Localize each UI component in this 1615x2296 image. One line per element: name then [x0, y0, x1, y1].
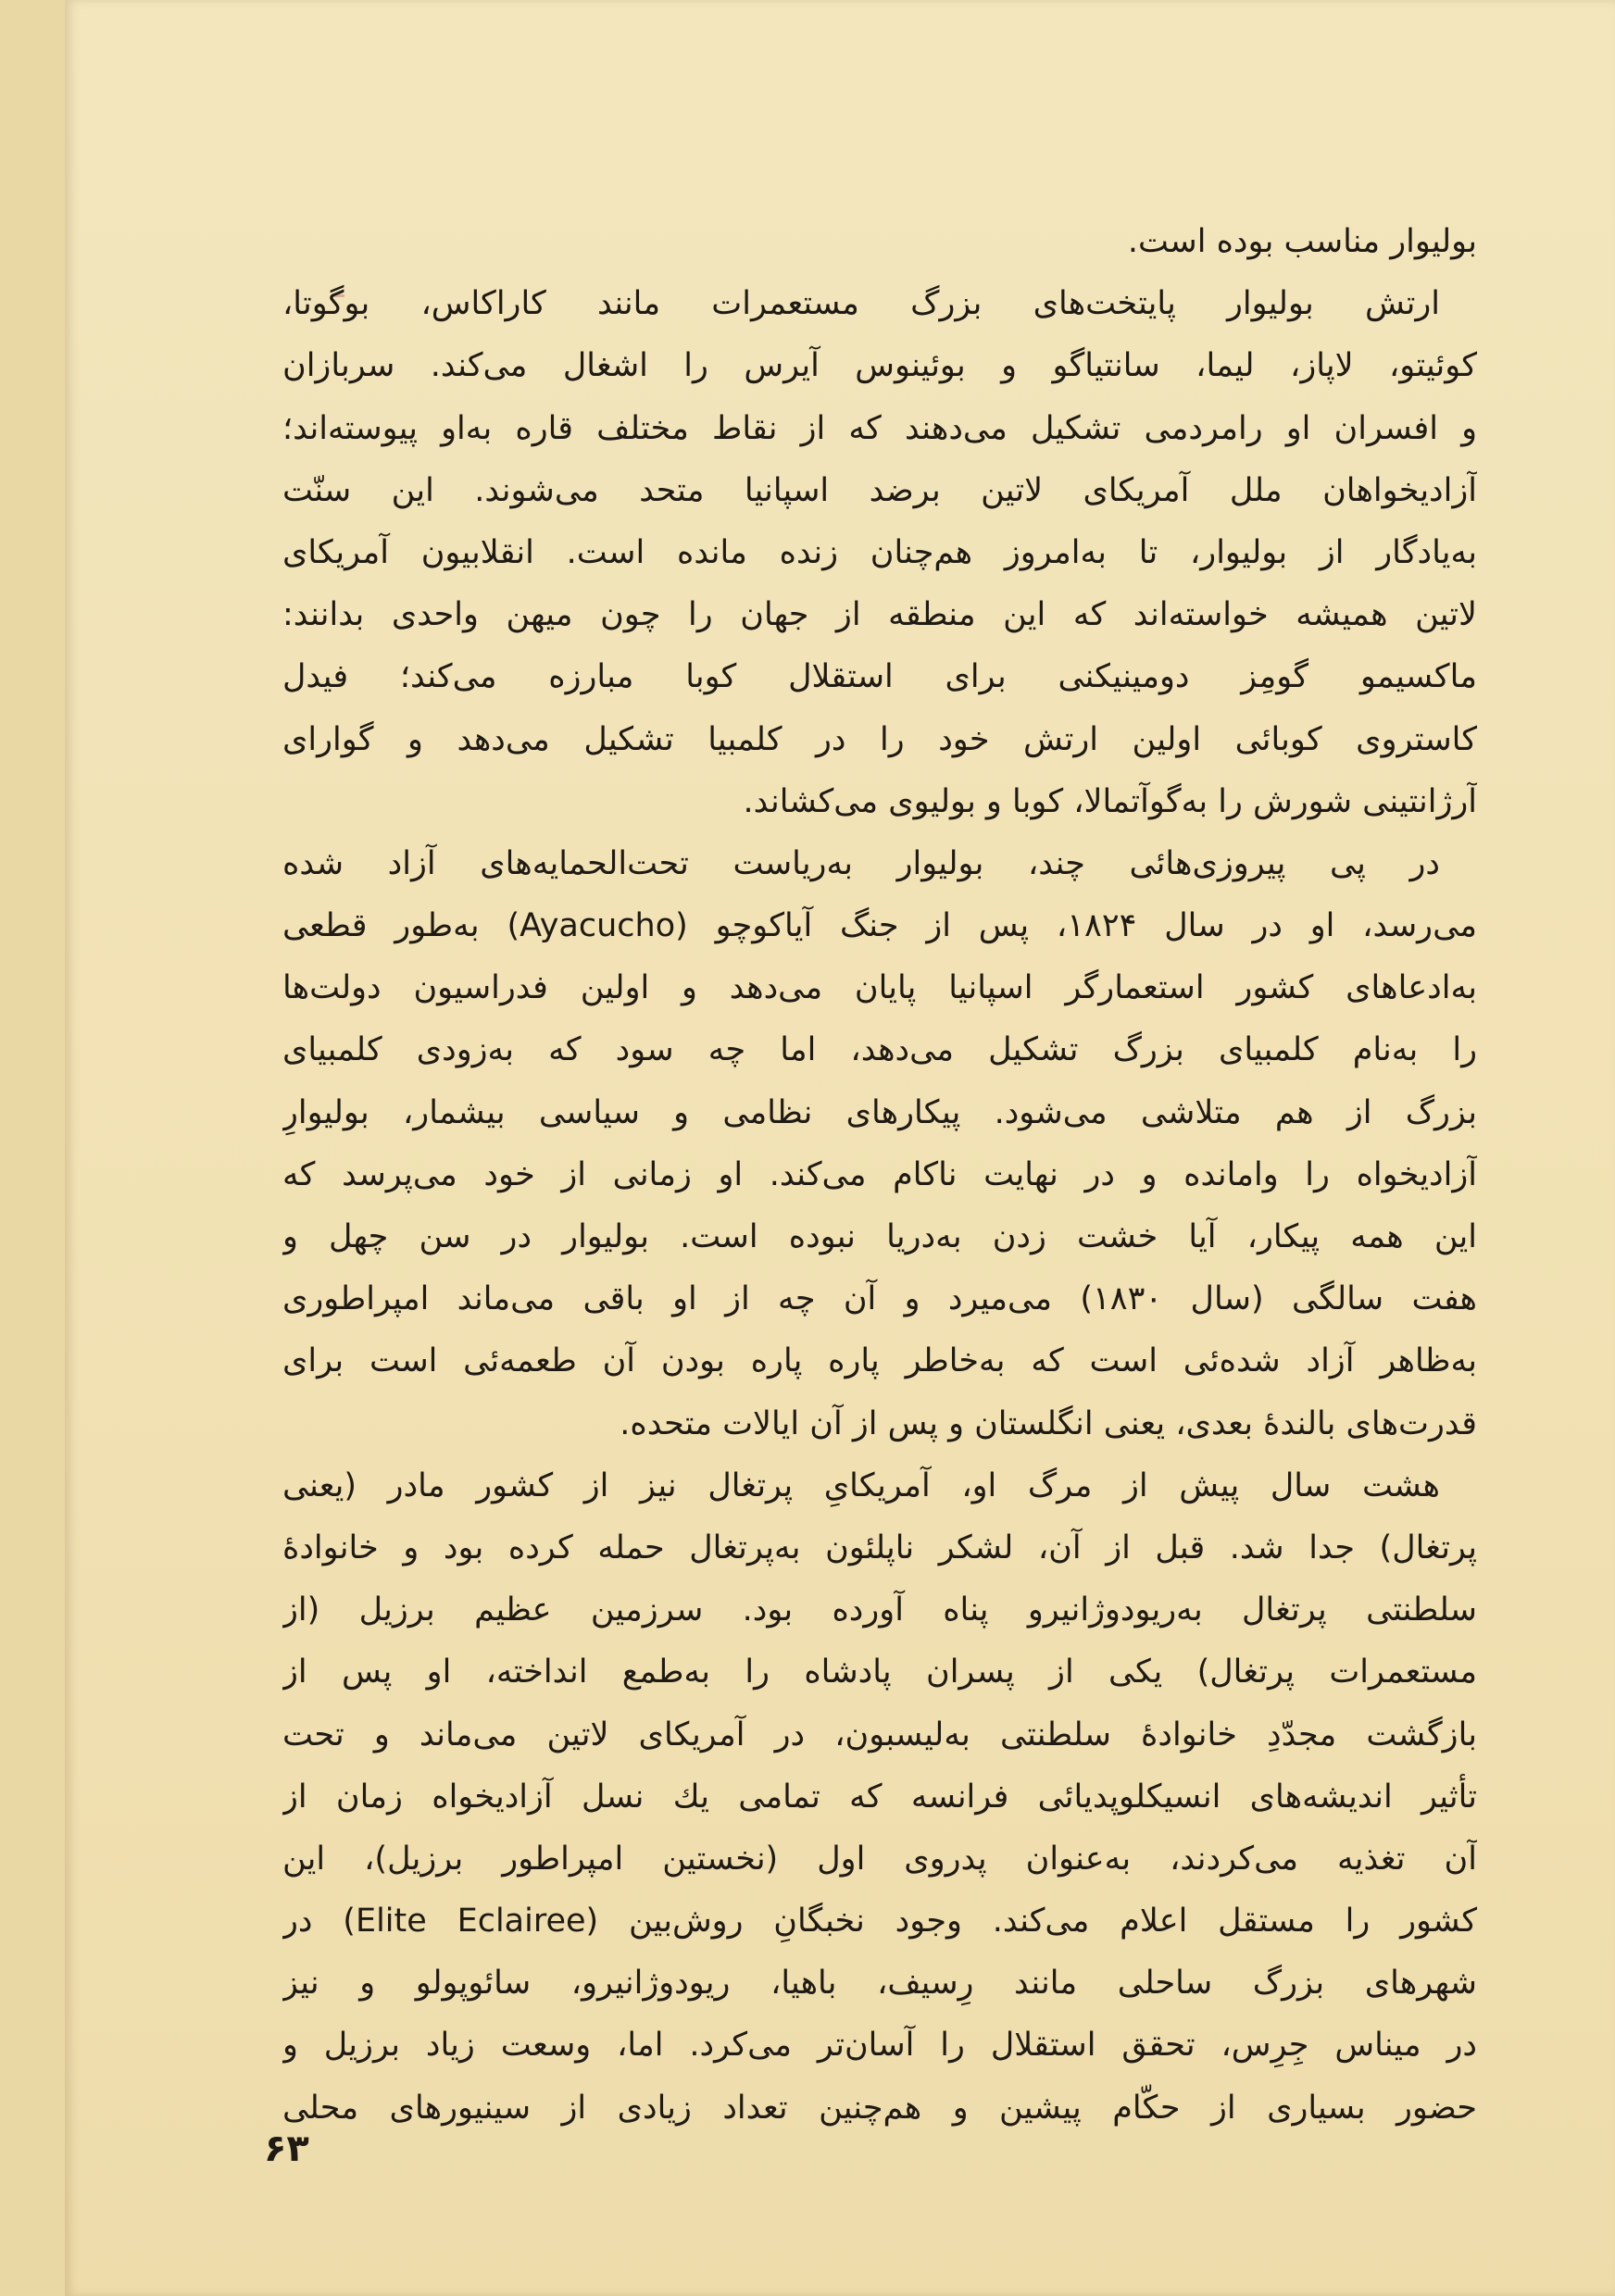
text-line: هفت سالگی (سال ۱۸۳۰) می‌میرد و آن چه از او باقی می‌ماند امپراطوری [282, 1280, 1477, 1318]
text-line: شهرهای بزرگ ساحلی مانند رِسیف، باهیا، ریودوژانیرو، سائوپولو و نیز [282, 1965, 1477, 2003]
text-line: آن تغذیه می‌کردند، به‌عنوان پدروی اول (نخستین امپراطور برزیل)، این [282, 1840, 1477, 1878]
text-line: به‌ادعاهای کشور استعمارگر اسپانیا پایان می‌دهد و اولین فدراسیون دولت‌ها [282, 969, 1477, 1007]
text-line: حضور بسیاری از حکّام پیشین و هم‌چنین تعداد زیادی از سینیورهای محلی [282, 2089, 1477, 2127]
text-line: ارتش بولیوار پایتخت‌های بزرگ مستعمرات مانند کاراکاس، بوگوتا، [282, 285, 1440, 323]
text-line: آرژانتینی شورش را به‌گوآتمالا، کوبا و بولیوی می‌کشاند. [743, 782, 1477, 820]
text-line: می‌رسد، او در سال ۱۸۲۴، پس از جنگ آیاکوچو (Ayacucho) به‌طور قطعی [282, 907, 1477, 945]
text-line: آزادیخواه را وامانده و در نهایت ناکام می‌کند. او زمانی از خود می‌پرسد که [282, 1155, 1477, 1193]
text-line: مستعمرات پرتغال) یکی از پسران پادشاه را به‌طمع انداخته، او پس از [282, 1653, 1477, 1691]
text-line: به‌یادگار از بولیوار، تا به‌امروز هم‌چنان زنده مانده است. انقلابیون آمریکای [282, 533, 1477, 571]
text-line: کشور را مستقل اعلام می‌کند. وجود نخبگانِ روش‌بین (Elite Eclairee) در [282, 1903, 1477, 1940]
text-line: کوئیتو، لاپاز، لیما، سانتیاگو و بوئینوس آیرس را اشغال می‌کند. سربازان [282, 347, 1477, 385]
text-line: پرتغال) جدا شد. قبل از آن، لشکر ناپلئون به‌پرتغال حمله کرده بود و خانوادهٔ [282, 1529, 1477, 1566]
book-page [65, 0, 1615, 2296]
text-line: قدرت‌های بالندهٔ بعدی، یعنی انگلستان و پس از آن ایالات متحده. [620, 1404, 1477, 1442]
text-line: در میناس جِرِس، تحقق استقلال را آسان‌تر می‌کرد. اما، وسعت زیاد برزیل و [282, 2027, 1477, 2065]
page-number: ۶۳ [264, 2128, 309, 2170]
text-line: در پی پیروزی‌هائی چند، بولیوار به‌ریاست تحت‌الحمایه‌های آزاد شده [282, 844, 1440, 882]
body-text [282, 211, 1477, 2140]
text-line: سلطنتی پرتغال به‌ریودوژانیرو پناه آورده بود. سرزمین عظیم برزیل (از [282, 1591, 1477, 1629]
text-line: به‌ظاهر آزاد شده‌ئی است که به‌خاطر پاره پاره بودن آن طعمه‌ئی است برای [282, 1342, 1477, 1380]
text-line: ماکسیمو گومِز دومینیکنی برای استقلال کوبا مبارزه می‌کند؛ فیدل [282, 658, 1477, 696]
text-line: لاتین همیشه خواسته‌اند که این منطقه از جهان را چون میهن واحدی بدانند: [282, 596, 1477, 634]
text-line: آزادیخواهان ملل آمریکای لاتین برضد اسپانیا متحد می‌شوند. این سنّت [282, 471, 1477, 509]
text-line: بزرگ از هم متلاشی می‌شود. پیکارهای نظامی و سیاسی بیشمار، بولیوارِ [282, 1093, 1477, 1131]
text-line: تأثیر اندیشه‌های انسیکلوپدیائی فرانسه که تمامی یك نسل آزادیخواه زمان از [282, 1778, 1477, 1816]
text-line: بازگشت مجدّدِ خانوادهٔ سلطنتی به‌لیسبون، در آمریکای لاتین می‌ماند و تحت [282, 1716, 1477, 1753]
text-line: این همه پیکار، آیا خشت زدن به‌دریا نبوده است. بولیوار در سن چهل و [282, 1218, 1477, 1255]
text-line: هشت سال پیش از مرگ او، آمریکایِ پرتغال نیز از کشور مادر (یعنی [282, 1466, 1440, 1504]
text-line: کاستروی کوبائی اولین ارتش خود را در کلمبیا تشکیل می‌دهد و گوارای [282, 720, 1477, 758]
text-line: را به‌نام کلمبیای بزرگ تشکیل می‌دهد، اما چه سود که به‌زودی کلمبیای [282, 1031, 1477, 1069]
text-line: بولیوار مناسب بوده است. [1127, 223, 1477, 260]
text-line: و افسران او رامردمی تشکیل می‌دهند که از نقاط مختلف قاره به‌او پیوسته‌اند؛ [282, 409, 1477, 447]
